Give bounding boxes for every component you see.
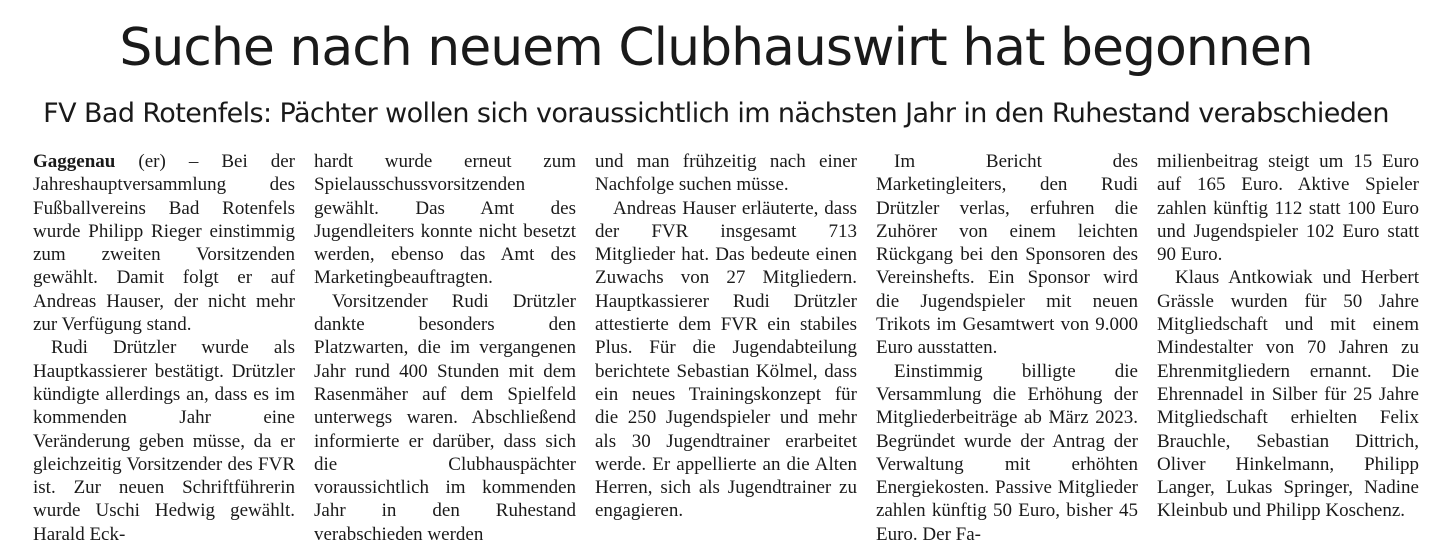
paragraph: Andreas Hauser erläuterte, dass der FVR insgesamt 713 Mitglieder hat. Das bedeute einen Zuwachs von 27 Mitgliedern. Hauptkassierer Rudi Drützler attestierte dem FVR ein stabiles Plus. Für die Jugendabteilung berichtete Sebastian Kölmel, dass ein neues Trainingskonzept für die 250 Jugendspieler und mehr als 30 Jugendtrainer erarbeitet werde. Er appellierte an die Alten Herren, sich als Jugendtrainer zu engagieren.: [595, 197, 857, 522]
paragraph: Vorsitzender Rudi Drützler dankte besonders den Platzwarten, die im vergangenen Jahr rund 400 Stunden mit dem Rasenmäher auf dem Spielfeld unterwegs waren. Abschließend informierte er darüber, dass sich die Clubhauspächter voraussichtlich im kommenden Jahr in den Ruhestand verabschieden werden: [314, 290, 576, 545]
paragraph: Klaus Antkowiak und Herbert Grässle wurden für 50 Jahre Mitgliedschaft und mit einem Mindestalter von 70 Jahren zu Ehrenmitgliedern ernannt. Die Ehrennadel in Silber für 25 Jahre Mitgliedschaft erhielten Felix Brauchle, Sebastian Dittrich, Oliver Hinkelmann, Philipp Langer, Lukas Springer, Nadine Kleinbub und Philipp Koschenz.: [1157, 267, 1419, 522]
paragraph: milienbeitrag steigt um 15 Euro auf 165 Euro. Aktive Spieler zahlen künftig 112 statt 100 Euro und Jugendspieler 102 Euro statt 90 Euro.: [1157, 151, 1419, 266]
paragraph-text: (er) – Bei der Jahreshauptversammlung des Fußballvereins Bad Rotenfels wurde Philipp Rieger einstimmig zum zweiten Vorsitzenden gewählt. Damit folgt er auf Andreas Hauser, der nicht mehr zur Verfügung stand.: [33, 151, 295, 336]
paragraph: Rudi Drützler wurde als Hauptkassierer bestätigt. Drützler kündigte allerdings an, dass es im kommenden Jahr eine Veränderung geben müsse, da er gleichzeitig Vorsitzender des FVR ist. Zur neuen Schriftführerin wurde Uschi Hedwig gewählt. Harald Eck-: [33, 337, 295, 545]
column-4: [876, 150, 1138, 545]
paragraph: Im Bericht des Marketingleiters, den Rudi Drützler verlas, erfuhren die Zuhörer von einem leichten Rückgang bei den Sponsoren des Vereinshefts. Ein Sponsor wird die Jugendspieler mit neuen Trikots im Gesamtwert von 9.000 Euro ausstatten.: [876, 151, 1138, 359]
paragraph: Einstimmig billigte die Versammlung die Erhöhung der Mitgliederbeiträge ab März 2023. Begründet wurde der Antrag der Verwaltung mit erhöhten Energiekosten. Passive Mitglieder zahlen künftig 50 Euro, bisher 45 Euro. Der Fa-: [876, 360, 1138, 545]
paragraph: und man frühzeitig nach einer Nachfolge suchen müsse.: [595, 151, 857, 196]
dateline: Gaggenau: [33, 151, 116, 172]
article-body: [33, 150, 1419, 545]
column-1: [33, 150, 295, 545]
paragraph: [33, 150, 295, 336]
column-2: [314, 150, 576, 545]
column-5: [1157, 150, 1419, 530]
paragraph: hardt wurde erneut zum Spielausschussvorsitzenden gewählt. Das Amt des Jugendleiters konnte nicht besetzt werden, ebenso das Amt des Marketingbeauftragten.: [314, 151, 576, 289]
headline: Suche nach neuem Clubhauswirt hat begonnen: [119, 18, 1313, 78]
subheadline: FV Bad Rotenfels: Pächter wollen sich voraussichtlich im nächsten Jahr in den Ruhestand verabschieden: [43, 98, 1389, 129]
column-3: [595, 150, 857, 530]
